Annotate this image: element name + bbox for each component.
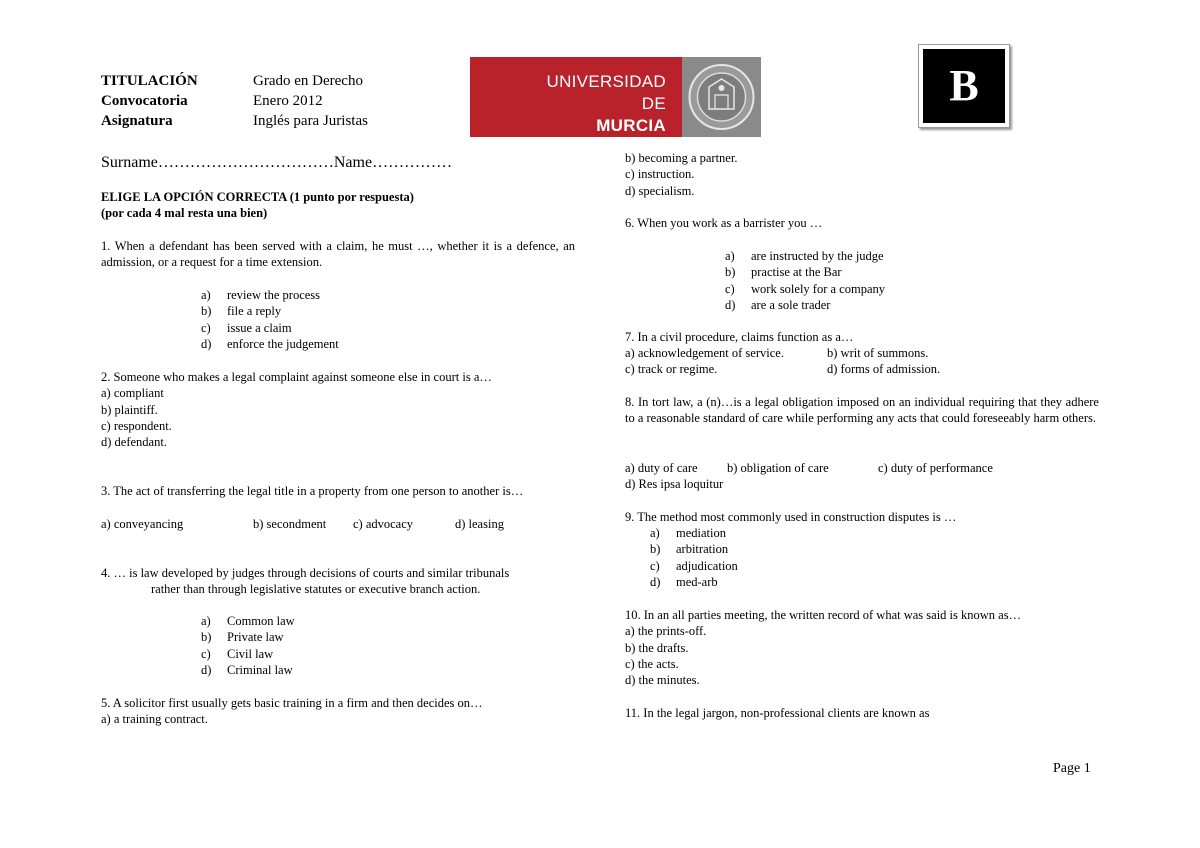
- convocatoria-label: Convocatoria: [101, 93, 188, 109]
- q3-option: c) advocacy: [353, 517, 414, 531]
- q6-option: a) are instructed by the judge: [725, 249, 884, 263]
- q4-options: [201, 613, 295, 678]
- q4-text-line2: rather than through legislative statutes or executive branch action.: [151, 582, 481, 596]
- titulacion-label: TITULACIÓN: [101, 73, 198, 89]
- q10-option: b) the drafts.: [625, 640, 689, 655]
- q3-text: 3. The act of transferring the legal title in a property from one person to another is…: [101, 484, 524, 498]
- titulacion-value: Grado en Derecho: [253, 73, 363, 89]
- instructions-line1: ELIGE LA OPCIÓN CORRECTA (1 punto por respuesta): [101, 190, 414, 204]
- q5-option: b) becoming a partner.: [625, 151, 738, 165]
- q7-text: 7. In a civil procedure, claims function as a…: [625, 330, 854, 344]
- q4-option: a) Common law: [201, 614, 295, 628]
- q9-option: d) med-arb: [650, 574, 718, 589]
- q3-option: a) conveyancing: [101, 517, 184, 531]
- q1-option: a) review the process: [201, 288, 321, 302]
- exam-version-letter: B: [923, 49, 1005, 123]
- asignatura-label: Asignatura: [101, 113, 173, 129]
- q6-options: [725, 248, 885, 313]
- convocatoria-value: Enero 2012: [253, 93, 323, 109]
- q4-text-line1: 4. … is law developed by judges through decisions of courts and similar tribunals: [101, 566, 510, 580]
- page-number: Page 1: [1053, 761, 1091, 776]
- q1-option: d) enforce the judgement: [201, 336, 339, 351]
- q3-option: b) secondment: [253, 517, 327, 531]
- q10-text: 10. In an all parties meeting, the written record of what was said is known as…: [625, 608, 1022, 622]
- instructions-line2: (por cada 4 mal resta una bien): [101, 206, 268, 220]
- q2-block: [101, 369, 492, 450]
- exam-version-box: [918, 44, 1010, 128]
- logo-line1: UNIVERSIDAD DE: [546, 72, 666, 113]
- q8-option: a) duty of care: [625, 461, 698, 475]
- q5-continued: [625, 150, 737, 199]
- q8-option: c) duty of performance: [878, 461, 993, 475]
- q7-option: a) acknowledgement of service.: [625, 346, 784, 360]
- q3-option: d) leasing: [455, 517, 504, 531]
- q10-block: [625, 607, 1021, 688]
- q8-option: d) Res ipsa loquitur: [625, 477, 724, 491]
- q4-option: b) Private law: [201, 630, 284, 645]
- q1-option: c) issue a claim: [201, 320, 292, 335]
- q8-option: b) obligation of care: [727, 461, 829, 475]
- q9-option: a) mediation: [650, 526, 726, 540]
- q8-text: 8. In tort law, a (n)…is a legal obligation imposed on an individual requiring that they adhere to a reasonable standard of care while performing any acts that could foreseeably harm others.: [625, 395, 1099, 426]
- university-seal-icon: [682, 57, 761, 137]
- q10-option: c) the acts.: [625, 656, 679, 671]
- q7-option: b) writ of summons.: [827, 346, 929, 360]
- q2-option: b) plaintiff.: [101, 402, 158, 417]
- q5-option: a) a training contract.: [101, 712, 208, 727]
- asignatura-value: Inglés para Juristas: [253, 113, 368, 129]
- q2-text: 2. Someone who makes a legal complaint against someone else in court is a…: [101, 370, 492, 384]
- q2-option: a) compliant: [101, 386, 164, 401]
- q2-option: c) respondent.: [101, 418, 172, 433]
- university-logo: [470, 57, 761, 137]
- q5-block: [101, 695, 483, 728]
- q5-text: 5. A solicitor first usually gets basic training in a firm and then decides on…: [101, 696, 483, 710]
- q6-option: c) work solely for a company: [725, 281, 885, 296]
- q5-option: d) specialism.: [625, 183, 695, 198]
- q9-option: c) adjudication: [650, 558, 738, 573]
- q9-option: b) arbitration: [650, 542, 729, 557]
- q1-text: 1. When a defendant has been served with a claim, he must …, whether it is a defence, an admission, or a request for a time extension.: [101, 239, 575, 270]
- q7-option: d) forms of admission.: [827, 362, 941, 376]
- q10-option: a) the prints-off.: [625, 624, 707, 639]
- q5-option: c) instruction.: [625, 167, 695, 182]
- logo-line2: MURCIA: [596, 116, 666, 135]
- q9-text: 9. The method most commonly used in construction disputes is …: [625, 510, 957, 524]
- q6-text: 6. When you work as a barrister you …: [625, 216, 823, 230]
- q6-option: d) are a sole trader: [725, 297, 831, 312]
- q4-option: d) Criminal law: [201, 662, 293, 677]
- q4-option: c) Civil law: [201, 646, 274, 661]
- q10-option: d) the minutes.: [625, 673, 700, 688]
- q1-options: [201, 287, 339, 352]
- q1-option: b) file a reply: [201, 304, 282, 319]
- q11-text: 11. In the legal jargon, non-professional clients are known as: [625, 706, 930, 720]
- q2-option: d) defendant.: [101, 435, 167, 450]
- surname-name-line: Surname……………………………Name……………: [101, 154, 453, 171]
- q9-options: [650, 525, 738, 590]
- q7-option: c) track or regime.: [625, 362, 718, 376]
- q6-option: b) practise at the Bar: [725, 265, 842, 280]
